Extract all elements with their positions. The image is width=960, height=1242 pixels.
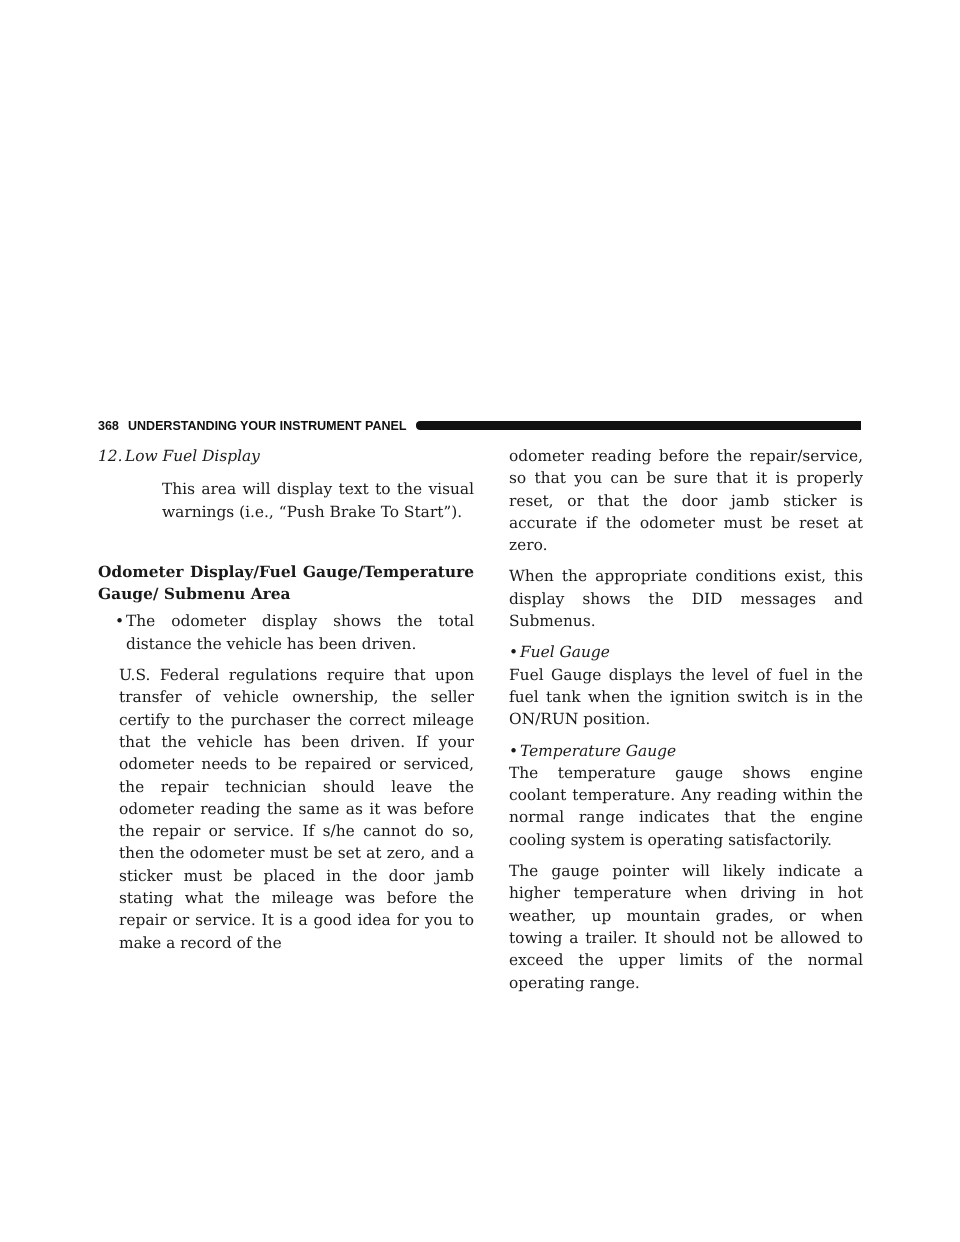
bullet-text: The odometer display shows the total distance the vehicle has been driven. [126, 612, 474, 653]
item-title: Low Fuel Display [125, 447, 260, 465]
fuel-gauge-text: Fuel Gauge displays the level of fuel in the fuel tank when the ignition switch is in the ON/RUN position. [509, 665, 863, 729]
temperature-gauge-title: Temperature Gauge [520, 741, 677, 760]
fuel-gauge-title: Fuel Gauge [520, 643, 610, 662]
bullet-icon: • [509, 741, 519, 760]
temperature-gauge-text: The temperature gauge shows engine coolant temperature. Any reading within the normal range indicates that the engine cooling system is operating satisfactorily. [509, 763, 863, 849]
header-rule-bar [416, 421, 861, 430]
federal-regulations-paragraph: U.S. Federal regulations require that upon transfer of vehicle ownership, the seller certify to the purchaser the correct mileage that the vehicle has been driven. If your odometer needs to be repaired or serviced, the repair technician should leave the odometer reading the same as it was before the repair or service. If s/he cannot do so, then the odometer must be set at zero, and a sticker must be placed in the door jamb stating what the mileage was before the repair or service. It is a good idea for you to make a record of the [119, 666, 474, 952]
section-heading: Odometer Display/Fuel Gauge/Temperature Gauge/ Submenu Area [98, 562, 474, 604]
bullet-item-fuel-gauge [509, 641, 863, 663]
page-header [98, 416, 862, 436]
conditions-paragraph: When the appropriate conditions exist, this display shows the DID messages and Submenus. [509, 567, 863, 631]
bullet-icon: • [115, 612, 125, 631]
right-column [509, 445, 863, 994]
left-column [98, 445, 474, 954]
bullet-item-odometer [115, 610, 474, 655]
bullet-icon: • [509, 643, 519, 662]
item-heading [98, 445, 474, 467]
section-title: UNDERSTANDING YOUR INSTRUMENT PANEL [128, 419, 407, 433]
gauge-pointer-paragraph: The gauge pointer will likely indicate a higher temperature when driving in hot weather, up mountain grades, or when towing a trailer. It should not be allowed to exceed the upper limits of the normal operating range. [509, 862, 863, 992]
item-number: 12. [98, 447, 123, 465]
continued-paragraph: odometer reading before the repair/service, so that you can be sure that it is properly reset, or that the door jamb sticker is accurate if the odometer must be reset at zero. [509, 447, 863, 555]
bullet-item-temperature-gauge [509, 740, 863, 762]
page-number: 368 [98, 419, 119, 433]
item-description: This area will display text to the visual warnings (i.e., “Push Brake To Start”). [162, 480, 474, 521]
